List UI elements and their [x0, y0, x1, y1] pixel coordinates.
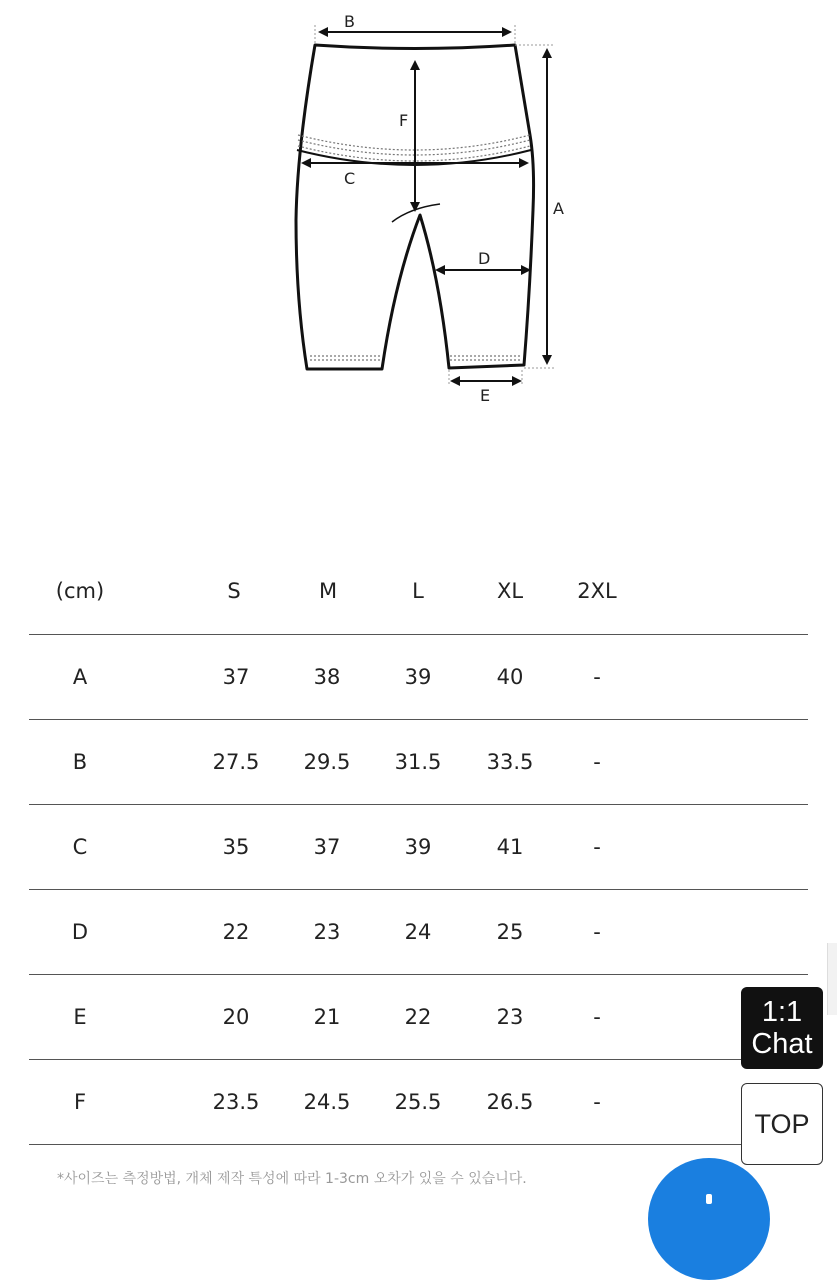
table-cell: 29.5: [303, 750, 351, 774]
table-cell: 26.5: [486, 1090, 534, 1114]
size-col-l: L: [412, 579, 424, 603]
chat-label-line2: Chat: [751, 1028, 813, 1060]
row-label: C: [72, 835, 88, 859]
table-cell: 22: [222, 920, 250, 944]
row-label: E: [73, 1005, 87, 1029]
size-col-xl: XL: [496, 579, 524, 603]
table-cell: 23: [313, 920, 341, 944]
chat-button[interactable]: [741, 987, 823, 1069]
scroll-top-button[interactable]: [741, 1083, 823, 1165]
table-cell: 40: [496, 665, 524, 689]
row-label: D: [71, 920, 89, 944]
edge-scroll-tab[interactable]: [827, 943, 837, 1015]
unit-label: (cm): [55, 579, 105, 603]
size-table: [29, 548, 808, 1145]
table-cell: 39: [404, 835, 432, 859]
table-cell: -: [593, 920, 601, 944]
label-a: A: [553, 199, 564, 218]
table-cell: 39: [404, 665, 432, 689]
table-cell: 37: [222, 665, 250, 689]
chat-label-line1: 1:1: [761, 996, 803, 1028]
table-cell: 37: [313, 835, 341, 859]
table-cell: 33.5: [486, 750, 534, 774]
table-cell: -: [593, 1005, 601, 1029]
table-row: [29, 975, 808, 1060]
table-cell: 22: [404, 1005, 432, 1029]
table-cell: 25: [496, 920, 524, 944]
table-cell: -: [593, 835, 601, 859]
table-cell: 23: [496, 1005, 524, 1029]
table-row: [29, 635, 808, 720]
table-cell: 27.5: [212, 750, 260, 774]
table-row: [29, 890, 808, 975]
fab-icon: [706, 1194, 712, 1204]
table-cell: 25.5: [394, 1090, 442, 1114]
table-cell: 31.5: [394, 750, 442, 774]
size-col-m: M: [318, 579, 338, 603]
top-label: TOP: [754, 1108, 810, 1139]
table-cell: 24: [404, 920, 432, 944]
size-diagram: [0, 0, 837, 420]
label-f: F: [399, 111, 409, 130]
size-footnote: *사이즈는 측정방법, 개체 제작 특성에 따라 1-3cm 오차가 있을 수 있습니다.: [57, 1171, 527, 1187]
table-cell: 24.5: [303, 1090, 351, 1114]
table-cell: 41: [496, 835, 524, 859]
table-cell: 35: [222, 835, 250, 859]
floating-action-button[interactable]: [648, 1158, 770, 1280]
label-c: C: [344, 169, 356, 188]
table-cell: -: [593, 665, 601, 689]
table-cell: -: [593, 750, 601, 774]
row-label: A: [72, 665, 88, 689]
label-e: E: [480, 386, 491, 405]
table-row: [29, 1060, 808, 1145]
table-cell: -: [593, 1090, 601, 1114]
label-d: D: [478, 249, 491, 268]
table-row: [29, 720, 808, 805]
label-b: B: [344, 12, 355, 31]
table-row: [29, 805, 808, 890]
size-col-2xl: 2XL: [577, 579, 617, 603]
table-cell: 20: [222, 1005, 250, 1029]
row-label: F: [73, 1090, 87, 1114]
table-cell: 23.5: [212, 1090, 260, 1114]
table-cell: 21: [313, 1005, 341, 1029]
table-cell: 38: [313, 665, 341, 689]
row-label: B: [72, 750, 88, 774]
size-table-header: [29, 548, 808, 635]
size-col-s: S: [227, 579, 241, 603]
